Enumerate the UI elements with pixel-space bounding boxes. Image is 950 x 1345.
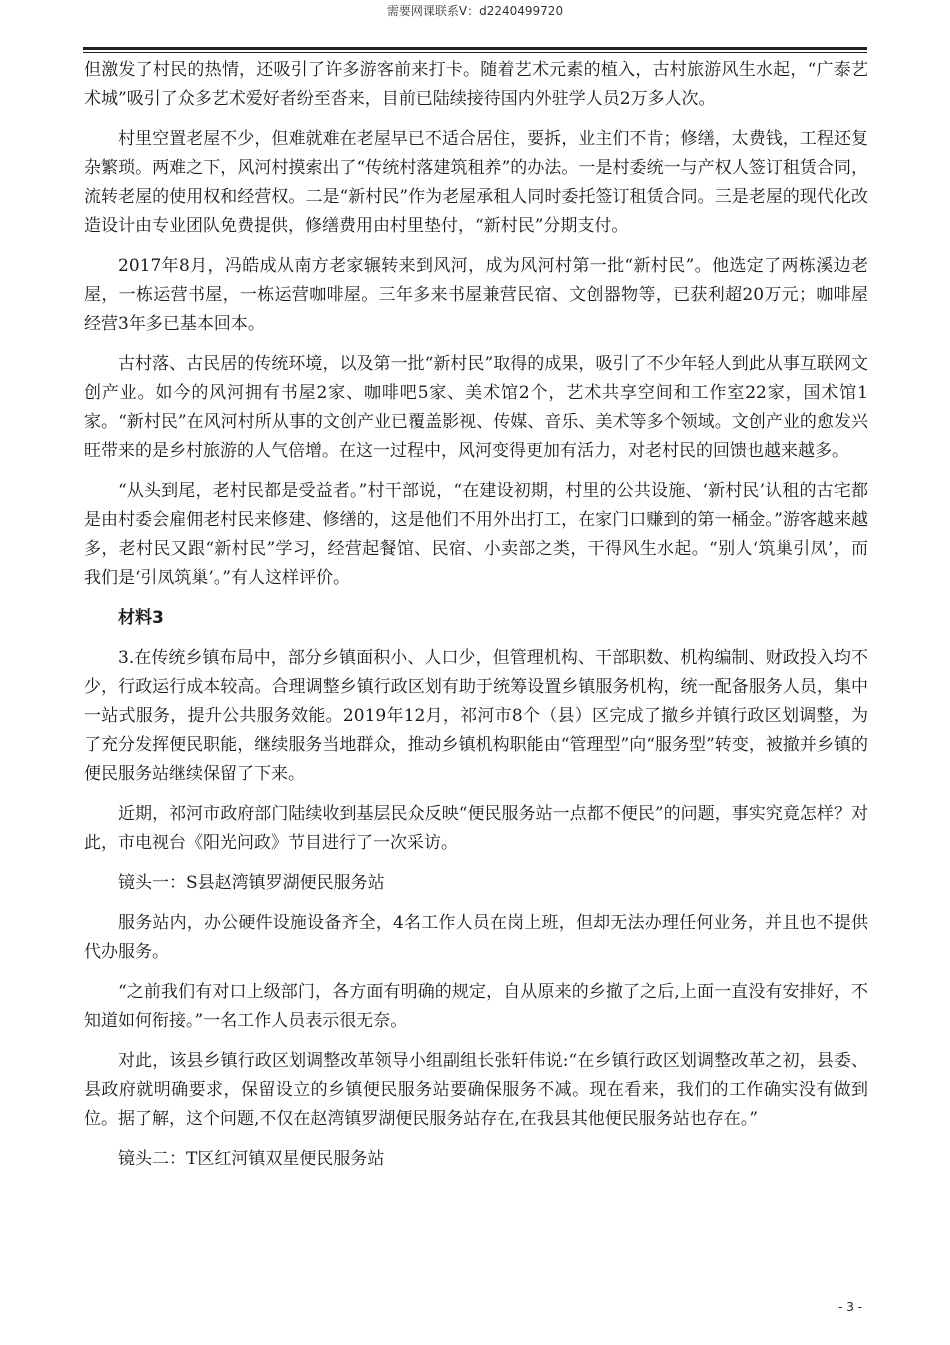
scene-heading: 镜头一：S县赵湾镇罗湖便民服务站 <box>118 873 385 893</box>
paragraph: 古村落、古民居的传统环境，以及第一批“新村民”取得的成果，吸引了不少年轻人到此从事互联网文创产业。如今的风河拥有书屋2家、咖啡吧5家、美术馆2个，艺术共享空间和工作室22家，国术馆1家。“新村民”在风河村所从事的文创产业已覆盖影视、传媒、音乐、美术等多个领域。文创产业的愈发兴旺带来的是乡村旅游的人气倍增。在这一过程中，风河变得更加有活力，对老村民的回馈也越来越多。 <box>84 354 868 461</box>
paragraph: 2017年8月，冯皓成从南方老家辗转来到风河，成为风河村第一批“新村民”。他选定了两栋溪边老屋，一栋运营书屋，一栋运营咖啡屋。三年多来书屋兼营民宿、文创器物等，已获利超20万元；咖啡屋经营3年多已基本回本。 <box>84 256 868 334</box>
header-contact-text: 需要网课联系V：d2240499720 <box>386 4 564 18</box>
header-rule-thin <box>83 52 867 53</box>
paragraph: “之前我们有对口上级部门，各方面有明确的规定，自从原来的乡撤了之后,上面一直没有安排好，不知道如何衔接。”一名工作人员表示很无奈。 <box>84 982 868 1031</box>
document-body <box>84 56 868 1185</box>
paragraph: 近期，祁河市政府部门陆续收到基层民众反映“便民服务站一点都不便民”的问题，事实究竟怎样？对此，市电视台《阳光问政》节目进行了一次采访。 <box>84 804 868 853</box>
section-title: 材料3 <box>118 608 164 628</box>
paragraph: 服务站内，办公硬件设施设备齐全，4名工作人员在岗上班，但却无法办理任何业务，并且也不提供代办服务。 <box>84 913 868 962</box>
paragraph-continued: 但激发了村民的热情，还吸引了许多游客前来打卡。随着艺术元素的植入，古村旅游风生水起，“广泰艺术城”吸引了众多艺术爱好者纷至沓来，目前已陆续接待国内外驻学人员2万多人次。 <box>84 60 868 109</box>
paragraph: 3.在传统乡镇布局中，部分乡镇面积小、人口少，但管理机构、干部职数、机构编制、财政投入均不少，行政运行成本较高。合理调整乡镇行政区划有助于统筹设置乡镇服务机构，统一配备服务人员，集中一站式服务，提升公共服务效能。2019年12月，祁河市8个（县）区完成了撤乡并镇行政区划调整，为了充分发挥便民职能，继续服务当地群众，推动乡镇机构职能由“管理型”向“服务型”转变，被撤并乡镇的便民服务站继续保留了下来。 <box>84 648 868 784</box>
paragraph: 对此，该县乡镇行政区划调整改革领导小组副组长张轩伟说:“在乡镇行政区划调整改革之初，县委、县政府就明确要求，保留设立的乡镇便民服务站要确保服务不减。现在看来，我们的工作确实没有做到位。据了解，这个问题,不仅在赵湾镇罗湖便民服务站存在,在我县其他便民服务站也存在。” <box>84 1051 868 1129</box>
paragraph: “从头到尾，老村民都是受益者。”村干部说，“在建设初期，村里的公共设施、‘新村民’认租的古宅都是由村委会雇佣老村民来修建、修缮的，这是他们不用外出打工，在家门口赚到的第一桶金。”游客越来越多，老村民又跟“新村民”学习，经营起餐馆、民宿、小卖部之类，干得风生水起。“别人‘筑巢引凤’，而我们是‘引凤筑巢’。”有人这样评价。 <box>84 481 868 588</box>
scene-heading: 镜头二：T区红河镇双星便民服务站 <box>118 1149 385 1169</box>
paragraph: 村里空置老屋不少，但难就难在老屋早已不适合居住，要拆，业主们不肯；修缮，太费钱，工程还复杂繁琐。两难之下，风河村摸索出了“传统村落建筑租养”的办法。一是村委统一与产权人签订租赁合同，流转老屋的使用权和经营权。二是“新村民”作为老屋承租人同时委托签订租赁合同。三是老屋的现代化改造设计由专业团队免费提供，修缮费用由村里垫付，“新村民”分期支付。 <box>84 129 868 236</box>
page-number: - 3 - <box>838 1300 862 1314</box>
header-rule-thick <box>83 47 867 50</box>
